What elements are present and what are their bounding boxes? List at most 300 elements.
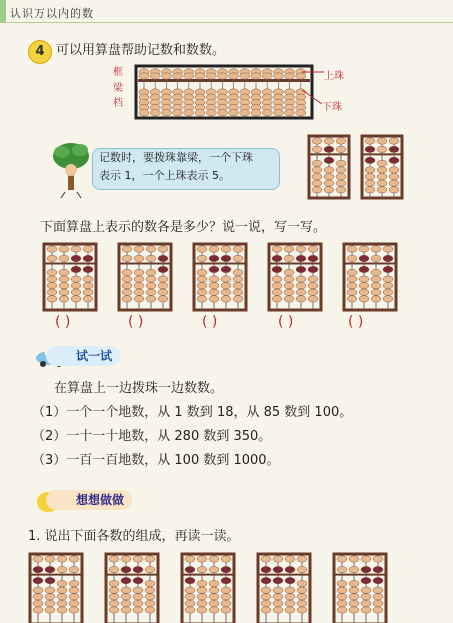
upper-bead bbox=[361, 566, 371, 572]
lower-bead bbox=[209, 607, 219, 613]
lower-bead bbox=[59, 276, 69, 282]
upper-bead bbox=[161, 73, 171, 79]
upper-bead bbox=[45, 566, 55, 572]
lower-bead bbox=[349, 607, 359, 613]
upper-bead bbox=[389, 146, 399, 152]
upper-bead bbox=[197, 255, 207, 261]
lower-bead bbox=[221, 594, 231, 600]
upper-bead bbox=[377, 138, 387, 144]
upper-bead bbox=[47, 255, 57, 261]
lower-bead bbox=[347, 269, 357, 275]
upper-bead bbox=[134, 255, 144, 261]
lower-bead bbox=[377, 160, 387, 166]
lower-bead bbox=[134, 269, 144, 275]
lower-bead bbox=[361, 600, 371, 606]
lower-bead bbox=[45, 600, 55, 606]
upper-bead bbox=[209, 566, 219, 572]
upper-bead bbox=[83, 255, 93, 261]
lower-bead bbox=[47, 289, 57, 295]
lower-bead bbox=[337, 600, 347, 606]
lower-bead bbox=[122, 276, 132, 282]
lower-bead bbox=[273, 600, 283, 606]
lower-bead bbox=[133, 607, 143, 613]
upper-bead bbox=[297, 556, 307, 562]
lower-bead bbox=[308, 289, 318, 295]
lower-bead bbox=[134, 276, 144, 282]
lower-bead bbox=[377, 173, 387, 179]
upper-bead bbox=[273, 73, 283, 79]
try-intro: 在算盘上一边拨珠一边数数。 bbox=[54, 381, 224, 396]
lower-bead bbox=[285, 600, 295, 606]
upper-bead bbox=[284, 255, 294, 261]
upper-bead bbox=[109, 556, 119, 562]
lower-bead bbox=[308, 282, 318, 288]
lower-bead bbox=[377, 167, 387, 173]
tip-line-1: 记数时，要拨珠靠梁，一个下珠 bbox=[99, 151, 253, 164]
lower-bead bbox=[347, 296, 357, 302]
lower-bead bbox=[349, 594, 359, 600]
answer-blank-2[interactable]: ( ) bbox=[128, 314, 144, 330]
lower-bead bbox=[312, 160, 322, 166]
lower-bead bbox=[359, 266, 369, 272]
upper-bead bbox=[69, 566, 79, 572]
tree-character-illustration bbox=[50, 140, 92, 198]
lower-bead bbox=[122, 269, 132, 275]
upper-bead bbox=[221, 255, 231, 261]
upper-bead bbox=[272, 255, 282, 261]
lower-bead bbox=[185, 600, 195, 606]
lower-bead bbox=[261, 594, 271, 600]
answer-blank-3[interactable]: ( ) bbox=[202, 314, 218, 330]
label-frame: 框 bbox=[113, 67, 123, 78]
label-lower-bead: 下珠 bbox=[322, 102, 342, 113]
abacus bbox=[362, 136, 402, 198]
lower-bead bbox=[324, 157, 334, 163]
lower-bead bbox=[71, 266, 81, 272]
upper-bead bbox=[337, 556, 347, 562]
upper-bead bbox=[373, 556, 383, 562]
label-arrows bbox=[300, 60, 330, 120]
lower-bead bbox=[371, 282, 381, 288]
upper-bead bbox=[365, 146, 375, 152]
lower-bead bbox=[312, 187, 322, 193]
lower-bead bbox=[347, 282, 357, 288]
lower-bead bbox=[229, 110, 239, 116]
upper-bead bbox=[209, 246, 219, 252]
upper-bead bbox=[347, 255, 357, 261]
lower-bead bbox=[284, 276, 294, 282]
answer-blank-1[interactable]: ( ) bbox=[55, 314, 71, 330]
lower-bead bbox=[373, 587, 383, 593]
upper-bead bbox=[361, 556, 371, 562]
lower-bead bbox=[221, 282, 231, 288]
upper-bead bbox=[389, 138, 399, 144]
lower-bead bbox=[133, 594, 143, 600]
lower-bead bbox=[209, 289, 219, 295]
lower-bead bbox=[285, 577, 295, 583]
lower-bead bbox=[57, 607, 67, 613]
lower-bead bbox=[312, 167, 322, 173]
upper-bead bbox=[209, 556, 219, 562]
lower-bead bbox=[233, 282, 243, 288]
lower-bead bbox=[285, 110, 295, 116]
lower-bead bbox=[133, 600, 143, 606]
upper-bead bbox=[324, 138, 334, 144]
lower-bead bbox=[389, 167, 399, 173]
lower-bead bbox=[273, 587, 283, 593]
upper-bead bbox=[308, 255, 318, 261]
lower-bead bbox=[197, 580, 207, 586]
lower-bead bbox=[361, 607, 371, 613]
lower-bead bbox=[217, 110, 227, 116]
tip-line-2: 表示 1，一个上珠表示 5。 bbox=[99, 169, 230, 182]
upper-bead bbox=[197, 566, 207, 572]
lower-bead bbox=[158, 282, 168, 288]
upper-bead bbox=[324, 146, 334, 152]
upper-bead bbox=[251, 73, 261, 79]
upper-bead bbox=[229, 73, 239, 79]
upper-bead bbox=[217, 73, 227, 79]
lower-bead bbox=[206, 110, 216, 116]
upper-bead bbox=[150, 73, 160, 79]
upper-bead bbox=[185, 556, 195, 562]
lower-bead bbox=[109, 607, 119, 613]
lower-bead bbox=[145, 594, 155, 600]
lower-bead bbox=[45, 594, 55, 600]
lower-bead bbox=[365, 180, 375, 186]
lower-bead bbox=[361, 594, 371, 600]
lower-bead bbox=[221, 600, 231, 606]
lower-bead bbox=[145, 600, 155, 606]
upper-bead bbox=[71, 246, 81, 252]
answer-blank-4[interactable]: ( ) bbox=[278, 314, 294, 330]
upper-bead bbox=[47, 246, 57, 252]
lower-bead bbox=[57, 600, 67, 606]
lower-bead bbox=[371, 269, 381, 275]
upper-bead bbox=[206, 73, 216, 79]
lower-bead bbox=[261, 607, 271, 613]
lower-bead bbox=[184, 110, 194, 116]
lower-bead bbox=[337, 580, 347, 586]
lower-bead bbox=[308, 276, 318, 282]
lower-bead bbox=[296, 289, 306, 295]
lower-bead bbox=[296, 296, 306, 302]
lower-bead bbox=[251, 110, 261, 116]
upper-bead bbox=[122, 255, 132, 261]
lower-bead bbox=[197, 600, 207, 606]
abacus bbox=[106, 554, 158, 623]
upper-bead bbox=[296, 246, 306, 252]
lower-bead bbox=[133, 577, 143, 583]
lower-bead bbox=[69, 607, 79, 613]
abacus bbox=[194, 244, 246, 310]
lower-bead bbox=[209, 266, 219, 272]
lower-bead bbox=[209, 276, 219, 282]
lower-bead bbox=[324, 187, 334, 193]
lower-bead bbox=[209, 580, 219, 586]
lower-bead bbox=[71, 276, 81, 282]
lower-bead bbox=[209, 600, 219, 606]
lower-bead bbox=[33, 607, 43, 613]
lower-bead bbox=[69, 600, 79, 606]
abacus bbox=[182, 554, 234, 623]
lower-bead bbox=[158, 289, 168, 295]
lower-bead bbox=[273, 594, 283, 600]
lower-bead bbox=[361, 587, 371, 593]
abacus-row-1 bbox=[42, 240, 422, 314]
lower-bead bbox=[272, 276, 282, 282]
lower-bead bbox=[349, 600, 359, 606]
lower-bead bbox=[83, 276, 93, 282]
lower-bead bbox=[45, 607, 55, 613]
lower-bead bbox=[261, 600, 271, 606]
upper-bead bbox=[83, 246, 93, 252]
upper-bead bbox=[371, 246, 381, 252]
lower-bead bbox=[121, 587, 131, 593]
try-item-1: （1）一个一个地数，从 1 数到 18，从 85 数到 100。 bbox=[32, 405, 353, 420]
lower-bead bbox=[109, 580, 119, 586]
lower-bead bbox=[324, 173, 334, 179]
question-text: 下面算盘上表示的数各是多少？说一说，写一写。 bbox=[40, 220, 327, 235]
large-abacus bbox=[136, 64, 312, 120]
lower-bead bbox=[209, 296, 219, 302]
upper-bead bbox=[347, 246, 357, 252]
lower-bead bbox=[197, 282, 207, 288]
lower-bead bbox=[221, 289, 231, 295]
upper-bead bbox=[273, 556, 283, 562]
lower-bead bbox=[371, 289, 381, 295]
upper-bead bbox=[383, 255, 393, 261]
lower-bead bbox=[349, 587, 359, 593]
lower-bead bbox=[233, 289, 243, 295]
upper-bead bbox=[122, 246, 132, 252]
lower-bead bbox=[296, 266, 306, 272]
lower-bead bbox=[262, 110, 272, 116]
chapter-title: 认识万以内的数 bbox=[10, 7, 94, 20]
lower-bead bbox=[59, 269, 69, 275]
upper-bead bbox=[33, 566, 43, 572]
upper-bead bbox=[261, 566, 271, 572]
lower-bead bbox=[139, 110, 149, 116]
lower-bead bbox=[185, 594, 195, 600]
lower-bead bbox=[272, 282, 282, 288]
lower-bead bbox=[312, 173, 322, 179]
upper-bead bbox=[197, 246, 207, 252]
lower-bead bbox=[389, 180, 399, 186]
lower-bead bbox=[197, 276, 207, 282]
upper-bead bbox=[359, 255, 369, 261]
upper-bead bbox=[195, 73, 205, 79]
upper-bead bbox=[158, 255, 168, 261]
lower-bead bbox=[383, 282, 393, 288]
lower-bead bbox=[133, 587, 143, 593]
upper-bead bbox=[285, 73, 295, 79]
upper-bead bbox=[349, 556, 359, 562]
lower-bead bbox=[121, 577, 131, 583]
upper-bead bbox=[221, 246, 231, 252]
upper-bead bbox=[209, 255, 219, 261]
abacus bbox=[119, 244, 171, 310]
lower-bead bbox=[221, 607, 231, 613]
lower-bead bbox=[33, 594, 43, 600]
upper-bead bbox=[262, 73, 272, 79]
lower-bead bbox=[109, 600, 119, 606]
lower-bead bbox=[365, 187, 375, 193]
lower-bead bbox=[69, 587, 79, 593]
lower-bead bbox=[197, 607, 207, 613]
lower-bead bbox=[83, 266, 93, 272]
lower-bead bbox=[296, 282, 306, 288]
lower-bead bbox=[83, 282, 93, 288]
upper-bead bbox=[59, 246, 69, 252]
upper-bead bbox=[373, 566, 383, 572]
abacus bbox=[258, 554, 310, 623]
lower-bead bbox=[45, 577, 55, 583]
upper-bead bbox=[197, 556, 207, 562]
lower-bead bbox=[297, 600, 307, 606]
page-header bbox=[0, 0, 453, 24]
answer-blank-5[interactable]: ( ) bbox=[348, 314, 364, 330]
upper-bead bbox=[383, 246, 393, 252]
upper-bead bbox=[359, 246, 369, 252]
lower-bead bbox=[57, 594, 67, 600]
lower-bead bbox=[146, 269, 156, 275]
lower-bead bbox=[197, 296, 207, 302]
lower-bead bbox=[109, 587, 119, 593]
upper-bead bbox=[336, 146, 346, 152]
upper-bead bbox=[261, 556, 271, 562]
lower-bead bbox=[361, 577, 371, 583]
lower-bead bbox=[308, 296, 318, 302]
lower-bead bbox=[145, 587, 155, 593]
upper-bead bbox=[349, 566, 359, 572]
lower-bead bbox=[389, 157, 399, 163]
try-item-3: （3）一百一百地数，从 100 数到 1000。 bbox=[32, 453, 280, 468]
lower-bead bbox=[373, 600, 383, 606]
upper-bead bbox=[45, 556, 55, 562]
lower-bead bbox=[134, 289, 144, 295]
lower-bead bbox=[33, 587, 43, 593]
side-abacus-2 bbox=[358, 134, 402, 200]
abacus bbox=[44, 244, 96, 310]
label-upper-bead: 上珠 bbox=[324, 71, 344, 82]
abacus bbox=[334, 554, 386, 623]
lower-bead bbox=[33, 600, 43, 606]
lower-bead bbox=[146, 289, 156, 295]
lower-bead bbox=[158, 276, 168, 282]
lower-bead bbox=[233, 296, 243, 302]
upper-bead bbox=[121, 566, 131, 572]
lower-bead bbox=[59, 282, 69, 288]
lower-bead bbox=[336, 167, 346, 173]
lower-bead bbox=[150, 110, 160, 116]
lower-bead bbox=[383, 296, 393, 302]
lower-bead bbox=[83, 289, 93, 295]
abacus bbox=[269, 244, 321, 310]
upper-bead bbox=[296, 255, 306, 261]
lower-bead bbox=[221, 276, 231, 282]
lower-bead bbox=[221, 296, 231, 302]
lower-bead bbox=[240, 110, 250, 116]
lower-bead bbox=[45, 587, 55, 593]
lower-bead bbox=[209, 594, 219, 600]
upper-bead bbox=[221, 556, 231, 562]
example-number-badge: 4 bbox=[28, 40, 52, 64]
upper-bead bbox=[233, 255, 243, 261]
lower-bead bbox=[173, 110, 183, 116]
lower-bead bbox=[161, 110, 171, 116]
lower-bead bbox=[146, 282, 156, 288]
lower-bead bbox=[47, 282, 57, 288]
header-corner bbox=[0, 0, 6, 22]
upper-bead bbox=[184, 73, 194, 79]
lower-bead bbox=[221, 266, 231, 272]
lower-bead bbox=[59, 296, 69, 302]
lower-bead bbox=[261, 587, 271, 593]
lower-bead bbox=[273, 577, 283, 583]
lower-bead bbox=[359, 289, 369, 295]
lower-bead bbox=[337, 607, 347, 613]
label-rod: 档 bbox=[113, 98, 123, 109]
lower-bead bbox=[121, 607, 131, 613]
lower-bead bbox=[47, 296, 57, 302]
lower-bead bbox=[71, 296, 81, 302]
lower-bead bbox=[109, 594, 119, 600]
upper-bead bbox=[146, 246, 156, 252]
upper-bead bbox=[371, 255, 381, 261]
lower-bead bbox=[261, 577, 271, 583]
lower-bead bbox=[71, 289, 81, 295]
lower-bead bbox=[273, 607, 283, 613]
upper-bead bbox=[221, 566, 231, 572]
upper-bead bbox=[308, 246, 318, 252]
upper-bead bbox=[145, 566, 155, 572]
lower-bead bbox=[377, 187, 387, 193]
example-title: 可以用算盘帮助记数和数数。 bbox=[56, 43, 226, 58]
tip-bubble bbox=[92, 148, 280, 190]
think-section-title: 想想做做 bbox=[46, 490, 132, 510]
upper-bead bbox=[312, 146, 322, 152]
lower-bead bbox=[336, 173, 346, 179]
upper-bead bbox=[285, 566, 295, 572]
lower-bead bbox=[158, 266, 168, 272]
lower-bead bbox=[221, 587, 231, 593]
lower-bead bbox=[185, 607, 195, 613]
lower-bead bbox=[233, 276, 243, 282]
upper-bead bbox=[365, 138, 375, 144]
upper-bead bbox=[312, 138, 322, 144]
upper-bead bbox=[145, 556, 155, 562]
lower-bead bbox=[359, 282, 369, 288]
upper-bead bbox=[133, 566, 143, 572]
lower-bead bbox=[389, 187, 399, 193]
upper-bead bbox=[134, 246, 144, 252]
lower-bead bbox=[373, 577, 383, 583]
lower-bead bbox=[324, 167, 334, 173]
upper-bead bbox=[240, 73, 250, 79]
upper-bead bbox=[59, 255, 69, 261]
lower-bead bbox=[47, 276, 57, 282]
upper-bead bbox=[285, 556, 295, 562]
lower-bead bbox=[347, 276, 357, 282]
lower-bead bbox=[121, 600, 131, 606]
header-divider bbox=[0, 22, 453, 23]
upper-bead bbox=[133, 556, 143, 562]
lower-bead bbox=[377, 180, 387, 186]
lower-bead bbox=[69, 580, 79, 586]
lower-bead bbox=[197, 269, 207, 275]
lower-bead bbox=[373, 607, 383, 613]
